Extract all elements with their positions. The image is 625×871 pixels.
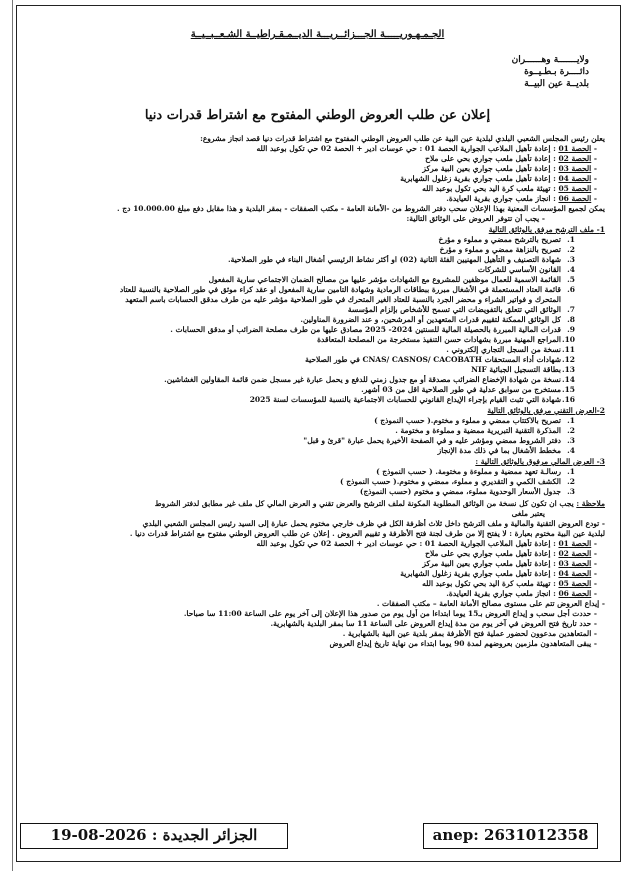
lot-label: الحصة 02 [558,154,592,163]
list-item: 3. دفتر الشروط ممضي ومؤشر عليه و في الصفحة الأخيرة يحمل عبارة "قرئ و قبل" [303,436,575,445]
final-line: - إيداع العروض تتم على مستوى مصالح الأمانة العامة – مكتب الصفقات . [376,599,605,608]
section-2-title: 2-العرض التقني مرفق بالوثائق التالية [487,406,605,415]
final-line: - حدد تاريخ فتح العروض في آخر يوم من مدة إيداع العروض على الساعة 11 سا بمقر البلدية بالشهابرية. [270,619,597,628]
previous-page-edge [0,0,13,871]
list-item: 9. قدرات المالية المبررة بالحصيلة المالية للسنتين 2024- 2025 مصادق عليها من طرف مصلحة الضرائب أو مدقق الحسابات . [170,325,575,334]
list-item: 6. قائمة العتاد المستعملة في الأشغال مبررة ببطاقات الرمادية وشهادة التامين سارية المفعول او عقد كراء موثق في طور الصلاحية بالنسبة للعتاد [119,285,575,294]
list-item: 2. الكشف الكمي و التقديري و مملوء، ممضي و مختوم.( حسب النموذج ) [340,477,575,486]
lot-label: الحصة 05 [558,184,592,193]
list-item: 5. القائمة الاسمية للعمال موظفين للمشروع مع الشهادات مؤشر عليها من مصالح الضمان الاجتماعي سارية المفعول [208,275,575,284]
purchase-text: يمكن لجميع المؤسسات المعنية بهذا الإعلان سحب دفتر الشروط من -الأمانة العامة - مكتب الصفقات - بمقر البلدية و هذا مقابل دفع مبلغ 10.000.00 دج . [117,204,605,213]
lot-label: الحصة 04 [558,569,592,578]
lot-text: : إعادة تأهيل ملعب جواري بحي على ملاح [425,154,556,163]
republic-header: الجـمـهـوريـــــة الجـــزائــريـــة الديــمـقـراطيــة الشـعــبــيــة [190,29,445,40]
list-item: 11. نسخة من السجل التجاري إلكتروني . [446,345,575,354]
list-item: 1. تصريح بالاكتتاب ممضي و مملوء و مختوم.( حسب النموذج ) [374,416,575,425]
list-item: 8. كل الوثائق الممكنة لتقييم قدرات المتعهدين أو المرشحين، و عند الضرورة المناولين. [300,315,575,324]
list-item: 2. تصريح بالنزاهة ممضي و مملوء و مؤرخ [439,245,575,254]
lot-label: الحصة 04 [558,174,592,183]
list-item: 14. نسخة من شهادة الإخضاع الضرائب مصدقة أو مع جدول زمني للدفع و يحمل عبارة غير مسجل ضمن قائمة المقاولين الغشاشين. [164,375,575,384]
lot-label: الحصة 06 [558,194,592,203]
daira-line: دائــــرة بـطـيــوة [524,67,589,77]
lot-text: : إعادة تأهيل الملاعب الجوارية الحصة 01 : حي عوسات ادير + الحصة 02 حي تكول بوعبد الله [256,144,556,153]
lot-item: - الحصة 04 : إعادة تأهيل ملعب جواري بقرية زغلول الشهابرية [400,174,597,183]
lot-label: الحصة 06 [558,589,592,598]
lot-text: : إعادة تأهيل ملعب جواري بقرية زغلول الشهابرية [400,569,556,578]
list-item: 12. شهادات أداء المستحقات CNAS/ CASNOS/ CACOBATH في طور الصلاحية [305,355,575,364]
intro-text: يعلن رئيس المجلس الشعبي البلدي لبلدية عين البية عن طلب العروض الوطني المفتوح مع اشتراط قدرات دنيا قصد انجاز مشروع: [200,134,605,143]
note-tail: يعتبر ملغى [511,509,545,518]
deposit-line: لبلدية عين البية مختوم بعبارة : لا يفتح إلا من طرف لجنة فتح الأظرفة و تقييم العروض . إعلان عن طلب العروض الوطني مفتوح مع اشتراط قدرات دنيا . [129,529,605,538]
deposit-line: - تودع العروض التقنية والمالية و ملف الترشح داخل ثلاث أظرفة الكل في ظرف خارجي مختوم يحمل عبارة إلى السيد رئيس المجلس الشعبي البلدي [142,519,605,528]
list-item: 3. شهادة التصنيف و التأهيل المهنيين الفئة الثانية (02) او أكثر نشاط الرئيسي أشغال البناء في طور الصلاحية. [227,255,575,264]
lot-label: الحصة 02 [558,549,592,558]
announcement-title: إعلان عن طلب العروض الوطني المفتوح مع اشتراط قدرات دنيا [144,108,491,123]
lot-label: الحصة 03 [558,559,592,568]
section-3-title: 3- العرض المالي مرفوق بالوثائق التالية : [475,457,605,466]
lot-text: : إعادة تأهيل ملعب جواري بحي على ملاح [425,549,556,558]
section-2-list [30,416,605,456]
lot-text: : إعادة تأهيل ملعب جواري بقرية زغلول الشهابرية [400,174,556,183]
list-item: المتحرك و فواتير الشراء و محضر الجرد بالنسبة للعتاد الغير المتحرك في طور الصلاحية مؤشر عليه من طرف مدقق الحسابات باسم المتعهد [125,295,561,304]
commune-line: بلديــة عين البيــة [524,79,589,89]
list-item: 1. رسالـة تعهد ممضية و مملوءة و مختومة. ( حسب النموذج ) [376,467,575,476]
announcement-body [30,30,605,649]
lot-item: - الحصة 06 : انجاز ملعب جواري بقرية العيايدة. [446,194,597,203]
lot-item: - الحصة 02 : إعادة تأهيل ملعب جواري بحي على ملاح [425,154,597,163]
offers-intro: - يجب أن تتوفر العروض على الوثائق التالية: [406,214,545,223]
wilaya-line: ولايـــــــة وهــــــران [511,55,589,65]
lot-item: - الحصة 06 : انجاز ملعب جواري بقرية العيايدة. [446,589,597,598]
lot-text: : تهيئة ملعب كرة اليد بحي تكول بوعبد الله [422,184,556,193]
note-line [30,499,605,509]
newspaper-date-box: الجزائر الجديدة : 2026-08-19 [20,823,288,849]
lot-item: - الحصة 05 : تهيئة ملعب كرة اليد بحي تكول بوعبد الله [422,184,597,193]
lot-text: : إعادة تأهيل الملاعب الجوارية الحصة 01 : حي عوسات ادير + الحصة 02 حي تكول بوعبد الله [256,539,556,548]
lot-item: - الحصة 05 : تهيئة ملعب كرة اليد بحي تكول بوعبد الله [422,579,597,588]
lot-item: - الحصة 01 : إعادة تأهيل الملاعب الجوارية الحصة 01 : حي عوسات ادير + الحصة 02 حي تكول بوعبد الله [256,144,597,153]
final-line: - حددت أجل سحب و إيداع العروض بـ15 يوما ابتداءا من أول يوم من صدور هذا الإعلان إلى آخر يوم على الساعة 11:00 سا صباحا. [183,609,597,618]
lot-label: الحصة 01 [558,144,592,153]
lot-text: : انجاز ملعب جواري بقرية العيايدة. [446,194,556,203]
section-3-list [30,467,605,497]
lots-repeat-list [30,539,605,599]
anep-number-box: anep: 2631012358 [423,823,598,849]
list-item: 4. القانون الأساسي للشركات [477,265,575,274]
lot-label: الحصة 01 [558,539,592,548]
lot-item: - الحصة 02 : إعادة تأهيل ملعب جواري بحي على ملاح [425,549,597,558]
list-item: 15. مستخرج من سوابق عدلية في طور الصلاحية اقل من 03 أشهر. [361,385,575,394]
final-line: - يبقى المتعاهدون ملزمين بعروضهم لمدة 90 يوما ابتداء من نهاية تاريخ إيداع العروض [329,639,597,648]
list-item: 1. تصريح بالترشح ممضي و مملوء و مؤرخ [438,235,575,244]
list-item: 2. المذكرة التقنية التبريرية ممضية و مملوءة و مختومة . [395,426,575,435]
lot-item: - الحصة 01 : إعادة تأهيل الملاعب الجوارية الحصة 01 : حي عوسات ادير + الحصة 02 حي تكول بوعبد الله [256,539,597,548]
section-1-title: 1- ملف الترشح مرفق بالوثائق التالية [488,225,605,234]
final-line: - المتعاهدين مدعوون لحضور عملية فتح الأظرفة بمقر بلدية عين البية بالشهابرية . [342,629,597,638]
lot-text: : انجاز ملعب جواري بقرية العيايدة. [446,589,556,598]
list-item: 4. مخطط الأشغال بما في ذلك مدة الإنجاز [437,446,575,455]
lot-text: : إعادة تأهيل ملعب جواري بعين البية مركز [422,164,556,173]
lot-item: - الحصة 03 : إعادة تأهيل ملعب جواري بعين البية مركز [422,559,597,568]
lot-text: : تهيئة ملعب كرة اليد بحي تكول بوعبد الله [422,579,556,588]
lot-item: - الحصة 04 : إعادة تأهيل ملعب جواري بقرية زغلول الشهابرية [400,569,597,578]
lot-label: الحصة 05 [558,579,592,588]
section-1-list [30,235,605,405]
lots-list [30,144,605,204]
lot-text: : إعادة تأهيل ملعب جواري بعين البية مركز [422,559,556,568]
list-item: 3. جدول الأسعار الوحدوية مملوء، ممضي و مختوم (حسب النموذج) [359,487,575,496]
final-list [30,599,605,649]
note-label: ملاحظة : [576,499,605,508]
lot-item: - الحصة 03 : إعادة تأهيل ملعب جواري بعين البية مركز [422,164,597,173]
list-item: 7. الوثائق التي تتعلق بالتفويضات التي تسمح للأشخاص بإلزام المؤسسة [347,305,575,314]
note-text: يجب ان تكون كل نسخة من الوثائق المطلوبة المكونة لملف الترشح والعرض تقني و العرض المالي كل ملف غير مطابق لدفتر الشروط [154,499,574,508]
administration-block [30,54,605,90]
list-item: 16. شهادة التي تثبت القيام بإجراء الإيداع القانوني للحسابات الاجتماعية بالنسبة للمؤسسات لسنة 2025 [249,395,575,404]
lot-label: الحصة 03 [558,164,592,173]
list-item: 10. المراجع المهنية مبررة بشهادات حسن التنفيذ مستخرجة من المصلحة المتعاقدة [317,335,575,344]
list-item: 13. بطاقة التسجيل الجبائية NIF [471,365,575,374]
